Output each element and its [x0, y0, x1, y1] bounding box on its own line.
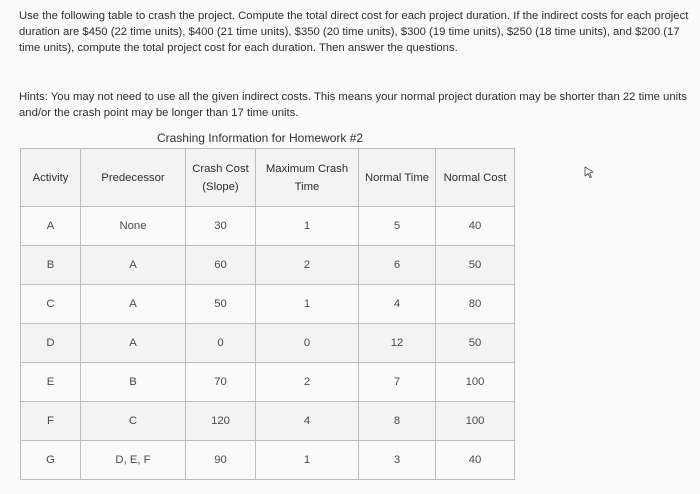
cell-normal-cost: 80 — [436, 285, 515, 324]
header-normal-cost: Normal Cost — [436, 149, 515, 207]
cell-normal-time: 3 — [359, 441, 436, 480]
cell-normal-cost: 40 — [436, 207, 515, 246]
cell-max-crash: 2 — [256, 246, 359, 285]
cell-predecessor: None — [81, 207, 186, 246]
cell-activity: C — [21, 285, 81, 324]
cell-predecessor: C — [81, 402, 186, 441]
cell-crash-cost: 70 — [186, 363, 256, 402]
mouse-pointer-icon — [583, 166, 595, 178]
cell-normal-time: 6 — [359, 246, 436, 285]
cell-normal-cost: 50 — [436, 324, 515, 363]
cell-crash-cost: 50 — [186, 285, 256, 324]
cell-activity: D — [21, 324, 81, 363]
cell-crash-cost: 90 — [186, 441, 256, 480]
table-row — [21, 441, 515, 480]
header-max-crash-line1: Maximum Crash — [265, 162, 349, 175]
header-max-crash-line2: Time — [294, 180, 320, 193]
cell-max-crash: 1 — [256, 207, 359, 246]
header-predecessor: Predecessor — [81, 149, 186, 207]
hints-paragraph: Hints: You may not need to use all the given indirect costs. This means your normal project duration may be shorter than 22 time units and/or the crash point may be longer than 17 time units. — [19, 91, 687, 119]
cell-max-crash: 4 — [256, 402, 359, 441]
header-crash-cost-line2: (Slope) — [202, 180, 239, 193]
table-row — [21, 363, 515, 402]
cell-max-crash: 0 — [256, 324, 359, 363]
header-max-crash-time — [256, 149, 359, 207]
instructions-paragraph: Use the following table to crash the project. Compute the total direct cost for each project duration. If the indirect costs for each project duration are $450 (22 time units), $400 (21 time units), $350 (20 time units), $300 (19 time units), $250 (18 time units), and $200 (17 time units), compute the total project cost for each duration. Then answer the questions. — [19, 10, 689, 54]
cell-normal-time: 4 — [359, 285, 436, 324]
cell-activity: G — [21, 441, 81, 480]
cell-normal-time: 5 — [359, 207, 436, 246]
table-row — [21, 246, 515, 285]
crashing-table — [20, 148, 515, 480]
cell-max-crash: 2 — [256, 363, 359, 402]
cell-normal-time: 7 — [359, 363, 436, 402]
cell-activity: A — [21, 207, 81, 246]
cell-normal-cost: 100 — [436, 402, 515, 441]
cell-predecessor: D, E, F — [81, 441, 186, 480]
cell-activity: E — [21, 363, 81, 402]
cell-activity: B — [21, 246, 81, 285]
header-activity: Activity — [21, 149, 81, 207]
cell-crash-cost: 30 — [186, 207, 256, 246]
cell-activity: F — [21, 402, 81, 441]
table-row — [21, 324, 515, 363]
cell-normal-time: 12 — [359, 324, 436, 363]
cell-normal-cost: 50 — [436, 246, 515, 285]
cell-max-crash: 1 — [256, 285, 359, 324]
cell-crash-cost: 120 — [186, 402, 256, 441]
cell-predecessor: B — [81, 363, 186, 402]
table-row — [21, 402, 515, 441]
cell-normal-time: 8 — [359, 402, 436, 441]
cell-predecessor: A — [81, 285, 186, 324]
header-crash-cost — [186, 149, 256, 207]
table-row — [21, 285, 515, 324]
cell-predecessor: A — [81, 324, 186, 363]
cell-normal-cost: 100 — [436, 363, 515, 402]
cell-crash-cost: 0 — [186, 324, 256, 363]
cell-normal-cost: 40 — [436, 441, 515, 480]
cell-crash-cost: 60 — [186, 246, 256, 285]
table-row — [21, 207, 515, 246]
header-normal-time: Normal Time — [359, 149, 436, 207]
header-crash-cost-line1: Crash Cost — [192, 162, 249, 175]
table-caption: Crashing Information for Homework #2 — [156, 131, 364, 145]
cell-max-crash: 1 — [256, 441, 359, 480]
cell-predecessor: A — [81, 246, 186, 285]
